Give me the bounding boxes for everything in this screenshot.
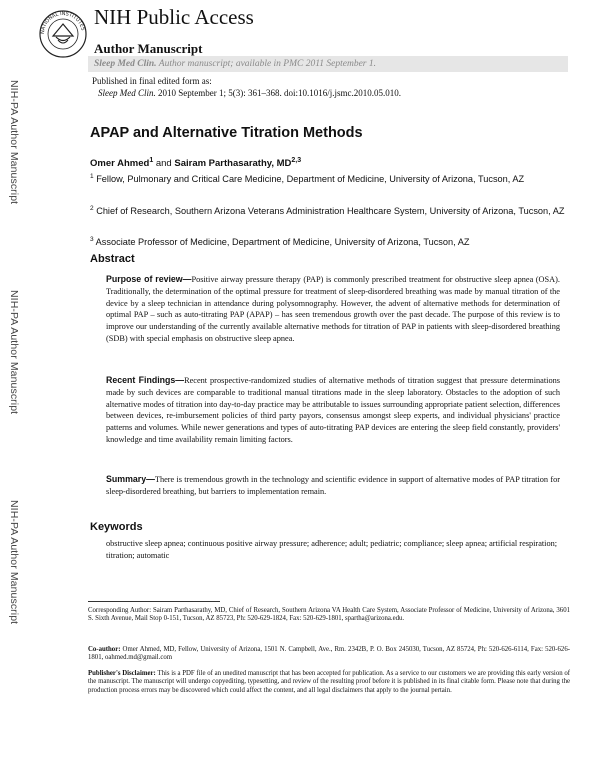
published-final-label: Published in final edited form as: xyxy=(92,76,212,86)
author-1-sup: 1 xyxy=(149,157,154,164)
coauthor-note xyxy=(88,646,570,663)
affiliation-3-text: Associate Professor of Medicine, Department of Medicine, University of Arizona, Tucson, AZ xyxy=(95,237,470,248)
publication-journal: Sleep Med Clin. xyxy=(98,88,156,98)
author-2: Sairam Parthasarathy, MD xyxy=(174,158,292,170)
affiliation-1 xyxy=(90,170,580,186)
side-label-top: NIH-PA Author Manuscript xyxy=(8,80,20,205)
summary-label: Summary— xyxy=(106,474,155,484)
keywords-heading: Keywords xyxy=(90,521,143,533)
publisher-disclaimer xyxy=(88,670,570,695)
affiliation-3 xyxy=(90,233,580,249)
author-2-sup: 2,3 xyxy=(291,157,302,164)
abstract-summary xyxy=(106,474,560,498)
purpose-text: Positive airway pressure therapy (PAP) is commonly prescribed treatment for obstructive sleep apnea (OSA). Traditionally, the determination of the optimal pressure for treatment of sleep-disordered breathing was made by manual titration of the device by a sleep technician in attendance during polysomnography. However, the advent of alternative methods for determination of optimal PAP – such as auto-titrating PAP (APAP) – has seen tremendous growth over the past decade. The purpose of this review is to improve our understanding of the currently available alternative methods for titration of PAP in patients with sleep-disordered breathing (SDB) with special emphasis on obstructive sleep apnea. xyxy=(106,275,560,343)
affiliation-2-sup: 2 xyxy=(90,205,94,212)
findings-text: Recent prospective-randomized studies of alternative methods of titration suggest that pressure determinations made by such devices are comparable to traditional manual titrations made in the sleep laboratory. Obstacles to the adoption of such alternative modes of titration into day-to-day practice may be attributable to issues surrounding appropriate patient selection, differences between devices, re-imbursement policies of third party payors, consensus amongst sleep experts, and individual physicians' practice patterns and volumes. While newer generations and types of auto-titrating PAP devices are entering the sleep field constantly, providers' knowledge and time availability remain limiting factors. xyxy=(106,376,560,444)
disclaimer-label: Publisher's Disclaimer: xyxy=(88,670,156,677)
abstract-purpose xyxy=(106,274,560,345)
author-1: Omer Ahmed xyxy=(90,158,150,170)
footnote-divider xyxy=(88,601,220,602)
abstract-heading: Abstract xyxy=(90,253,135,265)
disclaimer-text: This is a PDF file of an unedited manuscript that has been accepted for publication. As a service to our customers we are providing this early version of the manuscript. The manuscript will undergo copyediting, typesetting, and review of the resulting proof before it is published in its final citable form. Please note that during the production process errors may be discovered which could affect the content, and all legal disclaimers that apply to the journal pertain. xyxy=(88,670,571,694)
author-conjunction: and xyxy=(155,158,172,170)
nih-seal-logo xyxy=(38,4,88,66)
side-label-middle: NIH-PA Author Manuscript xyxy=(8,290,20,415)
affiliation-1-text: Fellow, Pulmonary and Critical Care Medicine, Department of Medicine, University of Arizona, Tucson, AZ xyxy=(96,174,525,185)
coauthor-label: Co-author: xyxy=(88,646,121,653)
header-availability: Author manuscript; available in PMC 2011 September 1. xyxy=(158,59,377,69)
affiliation-3-sup: 3 xyxy=(90,236,94,243)
publication-details: 2010 September 1; 5(3): 361–368. doi:10.1016/j.jsmc.2010.05.010. xyxy=(158,88,401,98)
header-subtitle: Author Manuscript xyxy=(94,41,203,56)
affiliation-1-sup: 1 xyxy=(90,173,94,180)
article-title: APAP and Alternative Titration Methods xyxy=(90,125,363,141)
coauthor-text: Omer Ahmed, MD, Fellow, University of Arizona, 1501 N. Campbell, Ave., Rm. 2342B, P. O. Box 245030, Tucson, AZ 85724, Ph: 520-626-6114, Fax: 520-626-1801, oahmed.md@gmail.com xyxy=(88,646,570,662)
header-journal: Sleep Med Clin. xyxy=(94,59,157,69)
corresponding-author-note: Corresponding Author: Sairam Parthasarathy, MD, Chief of Research, Southern Arizona VA Health Care System, Associate Professor of Medicine, University of Arizona, 3601 S. Sixth Avenue, Mail Stop 0-151, Tucson, AZ 85723, Ph: 520-629-1824, Fax: 520-629-1801, spartha@arizona.edu. xyxy=(88,607,570,623)
header-citation xyxy=(94,59,376,69)
purpose-label: Purpose of review— xyxy=(106,274,192,284)
header-title: NIH Public Access xyxy=(94,5,254,29)
affiliation-2-text: Chief of Research, Southern Arizona Veterans Administration Healthcare System, University of Arizona, Tucson, AZ xyxy=(96,206,565,217)
seal-text: NATIONAL INSTITUTES xyxy=(39,10,86,35)
summary-text: There is tremendous growth in the technology and scientific evidence in support of alternative modes of PAP titration for sleep-disordered breathing, but barriers to implementation remain. xyxy=(106,475,560,496)
abstract-findings xyxy=(106,375,560,446)
findings-label: Recent Findings— xyxy=(106,375,185,385)
keywords-list: obstructive sleep apnea; continuous positive airway pressure; adherence; adult; pediatric; compliance; sleep apnea; artificial respiration; titration; automatic xyxy=(106,539,558,560)
author-line xyxy=(90,157,301,169)
affiliation-2 xyxy=(90,202,580,218)
side-label-bottom: NIH-PA Author Manuscript xyxy=(8,500,20,625)
publication-citation xyxy=(98,88,401,98)
